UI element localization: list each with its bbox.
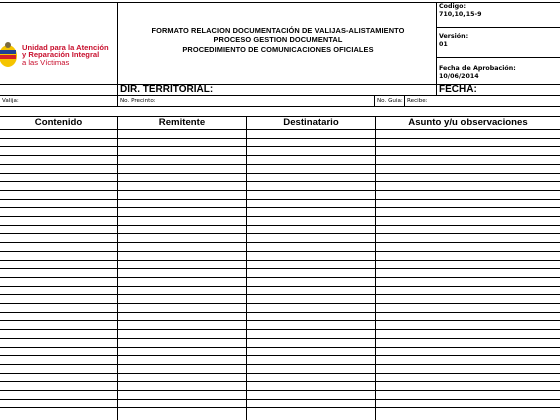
fecha-label: FECHA:: [439, 84, 477, 95]
table-row: [0, 138, 560, 139]
table-row: [0, 364, 560, 365]
table-row: [0, 251, 560, 252]
table-row: [0, 312, 560, 313]
table-row: [0, 173, 560, 174]
table-row: [0, 242, 560, 243]
title-line-3: PROCEDIMIENTO DE COMUNICACIONES OFICIALES: [182, 44, 374, 54]
table-row: [0, 286, 560, 287]
table-row: [0, 303, 560, 304]
table-row: [0, 129, 560, 130]
col-header-asunto: Asunto y/u observaciones: [408, 117, 528, 128]
colombia-crest-icon: [0, 0, 118, 84]
col-header-destinatario: Destinatario: [283, 117, 339, 128]
meta-fecha: [439, 65, 559, 81]
table-row: [0, 329, 560, 330]
table-row: [0, 233, 560, 234]
version-label: Versión:: [439, 33, 469, 40]
meta-divider-2: [436, 57, 560, 58]
table-row: [0, 347, 560, 348]
dir-territorial-label: DIR. TERRITORIAL:: [120, 84, 214, 95]
table-row: [0, 381, 560, 382]
fecha-aprobacion-value: 10/06/2014: [439, 73, 479, 80]
valija-field: Valija:: [2, 98, 19, 104]
field-divider-1: [117, 95, 118, 106]
org-logo: [0, 0, 118, 84]
meta-divider-1: [436, 27, 560, 28]
fecha-aprobacion-label: Fecha de Aprobación:: [439, 65, 516, 72]
table-row: [0, 155, 560, 156]
table-row: [0, 164, 560, 165]
table-row: [0, 277, 560, 278]
logo-text-line3: a las Víctimas: [22, 57, 70, 67]
table-row: [0, 190, 560, 191]
logo-text-line2: y Reparación Integral: [22, 50, 100, 60]
table-row: [0, 294, 560, 295]
version-value: 01: [439, 41, 448, 48]
table-row: [0, 260, 560, 261]
table-row: [0, 407, 560, 408]
no-guia-field: No. Guia:: [377, 98, 403, 104]
codigo-label: Codigo:: [439, 3, 466, 10]
table-row: [0, 338, 560, 339]
table-row: [0, 268, 560, 269]
no-precinto-field: No. Precinto:: [120, 98, 156, 104]
table-row: [0, 199, 560, 200]
title-line-1: FORMATO RELACION DOCUMENTACIÓN DE VALIJAS-ALISTAMIENTO: [151, 26, 405, 35]
header-divider-right: [436, 2, 437, 96]
table-row: [0, 146, 560, 147]
col-header-remitente: Remitente: [158, 117, 206, 128]
table-row: [0, 207, 560, 208]
field-divider-3: [404, 95, 405, 106]
table-row: [0, 225, 560, 226]
table-row: [0, 216, 560, 217]
meta-codigo: [439, 3, 559, 19]
table-row: [0, 320, 560, 321]
document-title: [120, 26, 436, 54]
recibe-field: Recibe:: [407, 98, 428, 104]
table-row: [0, 399, 560, 400]
fields-bottom-border: [0, 106, 560, 107]
table-row: [0, 373, 560, 374]
field-divider-2: [374, 95, 375, 106]
col-header-contenido: Contenido: [34, 117, 83, 128]
logo-text-line1: Unidad para la Atención: [22, 43, 109, 52]
table-row: [0, 390, 560, 391]
table-row: [0, 355, 560, 356]
meta-version: [439, 33, 559, 49]
table-row: [0, 181, 560, 182]
codigo-value: 710,10,15-9: [439, 11, 482, 18]
title-line-2: PROCESO GESTION DOCUMENTAL: [213, 35, 343, 45]
section-divider: [0, 95, 560, 96]
